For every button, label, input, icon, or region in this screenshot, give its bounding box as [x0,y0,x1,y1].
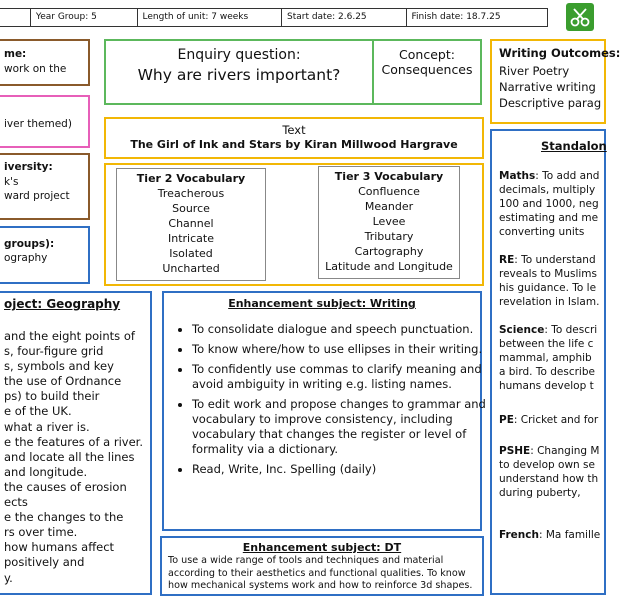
pshe-line: understand how th [499,473,599,485]
geography-line: ps) to build their [4,389,100,404]
dt-enhancement-box [160,536,484,596]
pshe-line: during puberty, [499,487,581,499]
geography-box [0,291,152,595]
enquiry-box [104,39,374,105]
maths-line: 100 and 1000, neg [499,198,599,210]
geography-line: e the changes to the [4,510,124,525]
enquiry-question: Why are rivers important? [137,66,341,84]
standalone-box [490,129,606,595]
outcome-item: River Poetry [499,64,570,78]
maths-line: : To add and [535,170,600,182]
tier-2-word: Uncharted [162,262,220,275]
unit-length: Length of unit: 7 weeks [138,9,282,26]
tier-3-word: Confluence [358,185,420,198]
geography-line: and the eight points of [4,329,135,343]
theme-box [0,39,90,86]
diversity-line-2: ward project [4,190,70,202]
pshe-line: to develop own se [499,459,595,471]
writing-objective: • Read, Write, Inc. Spelling (daily) [192,462,488,477]
writing-enhancement-list [174,322,488,477]
science-line: : To descri [544,324,598,336]
maths-label: Maths [499,170,536,182]
groups-text: ography [4,252,48,264]
dt-title: Enhancement subject: DT [242,541,402,554]
diversity-box [0,153,90,220]
re-block [499,253,599,309]
tier-2-word: Source [172,202,210,215]
enquiry-label: Enquiry question: [177,47,301,63]
tier-3-word: Meander [364,200,414,213]
unit-header [0,8,548,27]
re-line: his guidance. To le [499,282,597,294]
tier-2-word: Intricate [168,232,214,245]
geography-line: s, four-figure grid [4,344,104,359]
tier-3-box [318,166,460,279]
geography-line: y. [4,570,13,585]
tier-3-word: Cartography [354,245,424,258]
concept-box [372,39,482,105]
diversity-line-1: k's [4,176,19,188]
concept-label: Concept: [399,47,455,62]
outcome-item: Descriptive parag [499,96,602,110]
geography-line: the causes of erosion [4,479,127,494]
theme-title: me: [4,48,27,60]
dt-text: To use a wide range of tools and techniques and material according to their aesthetics and functional qualities. To know how mechanical systems work and how to reinforce 3d shapes. [168,555,473,591]
pe-label: PE [499,414,514,426]
text-label: Text [282,123,306,137]
theme-text: work on the [4,63,67,75]
maths-block [499,169,599,239]
outcome-item: Narrative writing [499,80,596,94]
pshe-line: : Changing M [530,445,600,457]
book-title: The Girl of Ink and Stars by Kiran Millwood Hargrave [130,138,458,151]
tier-2-list [117,186,265,276]
writing-outcomes-title: Writing Outcomes: [499,46,620,60]
geography-line: and locate all the lines [4,449,135,464]
geography-title: oject: Geography [4,297,121,311]
standalone-title: Standalon [541,139,607,153]
geography-line: rs over time. [4,525,78,540]
science-line: humans develop t [499,380,594,392]
header-blank-cell [0,9,31,26]
writing-objective: • To confidently use commas to clarify meaning and avoid ambiguity in writing e.g. listing names. [192,362,488,392]
geography-list [4,329,143,586]
pink-box [0,95,90,148]
tier-3-list [319,184,459,274]
concept-value: Consequences [381,62,473,77]
writing-outcomes-list [499,63,601,111]
writing-objective: • To edit work and propose changes to grammar and vocabulary to improve consistency, including vocabulary that changes the register or level of formality via a dictionary. [192,397,488,457]
science-block [499,323,597,393]
pe-block [499,413,598,427]
geography-line: and longitude. [4,464,88,479]
school-logo [566,3,594,31]
geography-line: s, symbols and key [4,359,114,374]
writing-objective: • To know where/how to use ellipses in their writing. [192,342,488,357]
year-group: Year Group: 5 [31,9,138,26]
re-label: RE [499,254,515,266]
science-label: Science [499,324,545,336]
re-line: reveals to Muslims [499,268,597,280]
start-date: Start date: 2.6.25 [282,9,407,26]
geography-line: what a river is. [4,419,90,434]
pink-text: iver themed) [4,118,72,130]
writing-enhancement-title: Enhancement subject: Writing [228,297,416,310]
re-line: : To understand [514,254,596,266]
geography-line: e of the UK. [4,404,72,419]
science-line: mammal, amphib [499,352,592,364]
geography-line: the use of Ordnance [4,374,122,389]
diversity-title: iversity: [4,161,53,173]
pe-text: : Cricket and for [513,414,599,426]
science-line: between the life c [499,338,594,350]
tier-3-word: Tributary [364,230,414,243]
tier-2-word: Isolated [169,247,213,260]
writing-enhancement-box [162,291,486,531]
geography-line: ects [4,495,28,510]
tier-2-word: Channel [168,217,214,230]
re-line: revelation in Islam. [499,296,600,308]
groups-title: groups): [4,238,55,250]
maths-line: estimating and me [499,212,599,224]
tier-2-box [116,168,266,281]
pshe-label: PSHE [499,445,531,457]
geography-line: how humans affect [4,540,115,555]
geography-line: positively and [4,555,85,570]
text-box [104,117,484,159]
maths-line: converting units [499,226,585,238]
tier-2-word: Treacherous [157,187,225,200]
tier-3-title: Tier 3 Vocabulary [334,170,444,183]
maths-line: decimals, multiply [499,184,596,196]
writing-objective: • To consolidate dialogue and speech punctuation. [192,322,488,337]
french-block [499,528,600,542]
tier-3-word: Latitude and Longitude [325,260,453,273]
writing-outcomes-box [490,39,620,124]
finish-date: Finish date: 18.7.25 [411,12,501,22]
tier-3-word: Levee [372,215,406,228]
pshe-block [499,444,599,500]
geography-line: e the features of a river. [4,434,143,449]
french-text: : Ma famille [538,529,601,541]
scissors-icon [566,3,594,31]
science-line: a bird. To describe [499,366,595,378]
french-label: French [499,529,539,541]
tier-2-title: Tier 2 Vocabulary [136,172,246,185]
groups-box [0,226,90,284]
